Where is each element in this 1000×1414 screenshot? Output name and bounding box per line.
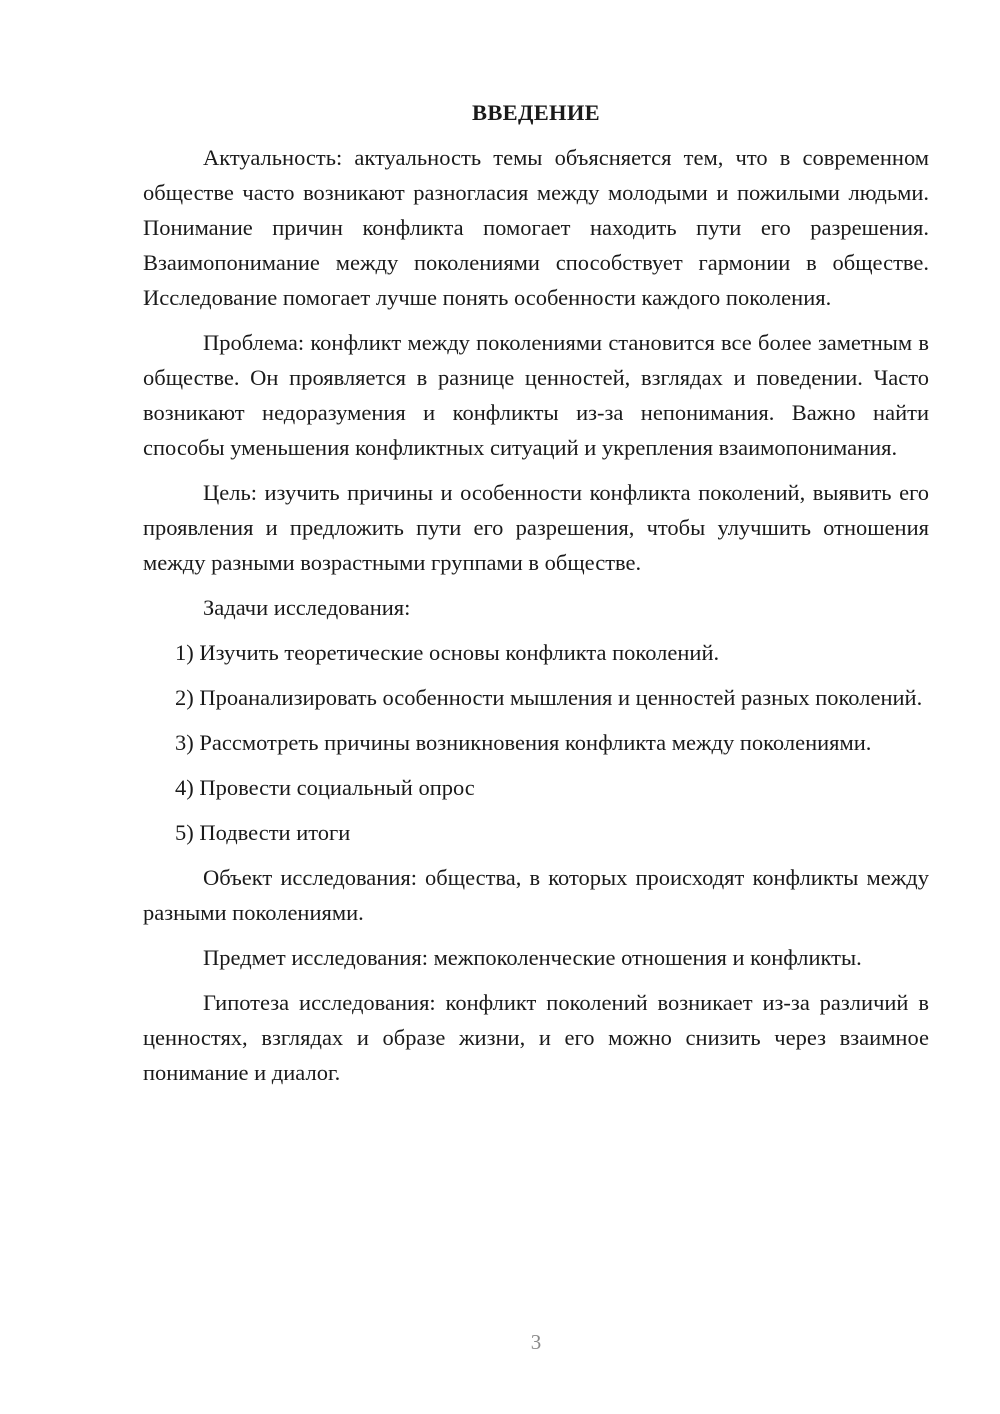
- subject-paragraph: Предмет исследования: межпоколенческие отношения и конфликты.: [203, 945, 862, 970]
- task-item-1: 1) Изучить теоретические основы конфликта поколений.: [175, 640, 720, 665]
- page-number: 3: [530, 1330, 542, 1354]
- task-item-3: 3) Рассмотреть причины возникновения конфликта между поколениями.: [175, 730, 872, 755]
- task-item-4: 4) Провести социальный опрос: [175, 775, 475, 800]
- goal-paragraph: Цель: изучить причины и особенности конфликта поколений, выявить его проявления и предложить пути его разрешения, чтобы улучшить отношения между разными возрастными группами в обществе.: [143, 480, 929, 575]
- task-item-2: 2) Проанализировать особенности мышления и ценностей разных поколений.: [175, 685, 923, 710]
- problem-paragraph: Проблема: конфликт между поколениями становится все более заметным в обществе. Он проявляется в разнице ценностей, взглядах и поведении. Часто возникают недоразумения и конфликты из-за непонимания. Важно найти способы уменьшения конфликтных ситуаций и укрепления взаимопонимания.: [143, 330, 929, 460]
- page-title: ВВЕДЕНИЕ: [472, 100, 600, 125]
- tasks-heading: Задачи исследования:: [203, 595, 411, 620]
- relevance-paragraph: Актуальность: актуальность темы объясняется тем, что в современном обществе часто возникают разногласия между молодыми и пожилыми людьми. Понимание причин конфликта помогает находить пути его разрешения. Взаимопонимание между поколениями способствует гармонии в обществе. Исследование помогает лучше понять особенности каждого поколения.: [143, 145, 929, 310]
- hypothesis-paragraph: Гипотеза исследования: конфликт поколений возникает из-за различий в ценностях, взглядах и образе жизни, и его можно снизить через взаимное понимание и диалог.: [143, 990, 929, 1085]
- page-content: [143, 95, 929, 1100]
- task-item-5: 5) Подвести итоги: [175, 820, 351, 845]
- object-paragraph: Объект исследования: общества, в которых происходят конфликты между разными поколениями.: [143, 865, 929, 925]
